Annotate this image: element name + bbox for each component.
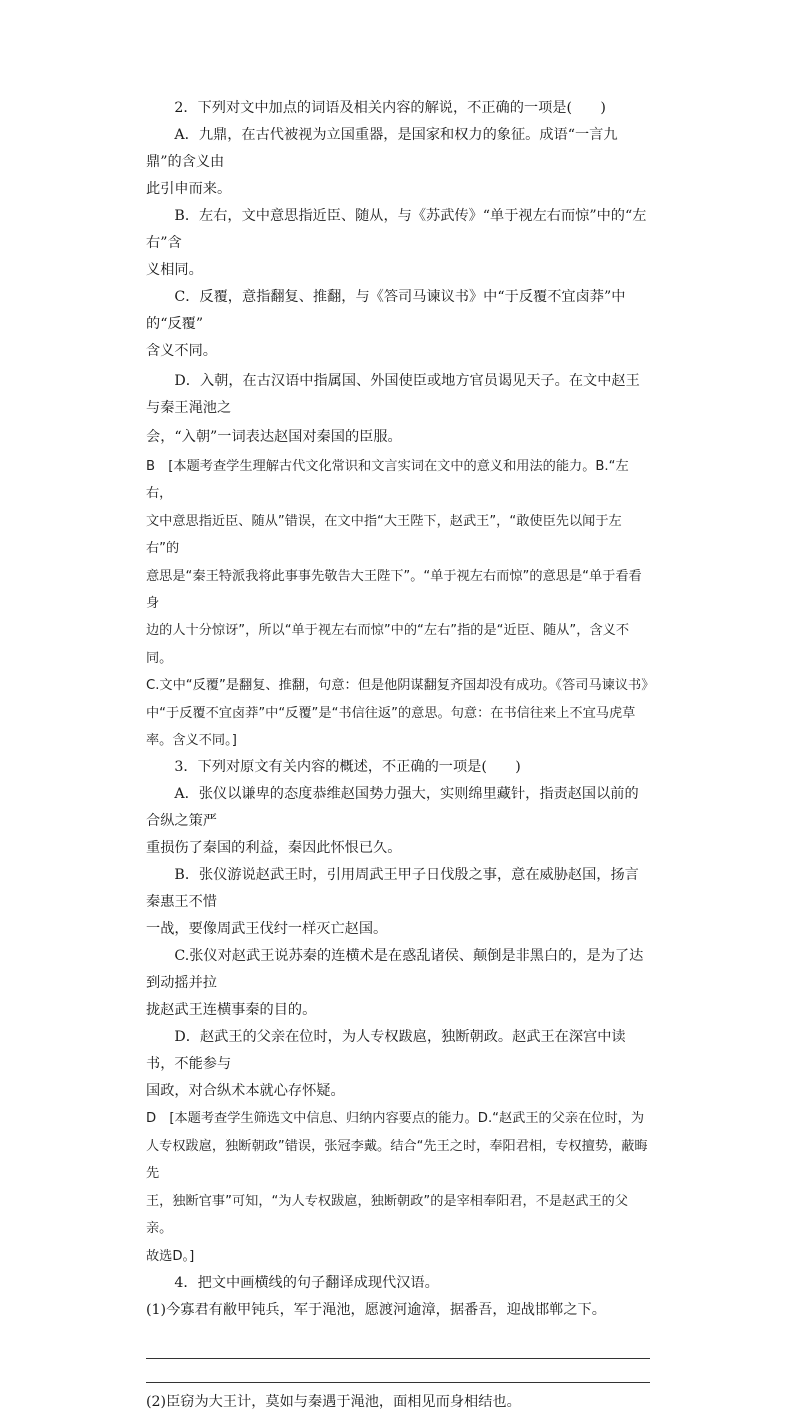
q2-answer-line4: 边的人十分惊讶”，所以“单于视左右而惊”中的“左右”指的是“近臣、随从”，含义不同。 (146, 623, 630, 666)
q3-option-b-line2: 一战，要像周武王伐纣一样灭亡赵国。 (146, 921, 388, 938)
q3-option-d-line2: 国政，对合纵术本就心存怀疑。 (146, 1083, 345, 1100)
q2-answer-line5: C.文中“反覆”是翻复、推翻，句意：但是他阴谋翻复齐国却没有成功。《答司马谏议书》 (146, 678, 655, 694)
question-3-stem: 3．下列对原文有关内容的概述，不正确的一项是( ) (174, 759, 521, 776)
q3-option-a-line1: A．张仪以谦卑的态度恭维赵国势力强大，实则绵里藏针，指责赵国以前的合纵之策严 (146, 786, 639, 830)
q3-option-b-line1: B．张仪游说赵武王时，引用周武王甲子日伐殷之事，意在威胁赵国，扬言秦惠王不惜 (146, 867, 639, 911)
q2-answer-line2: 文中意思指近臣、随从”错误，在文中指“大王陛下，赵武王”，“敢使臣先以闻于左右”的 (146, 513, 622, 557)
q2-option-b-line2: 义相同。 (146, 262, 203, 278)
q2-option-b-line1: B．左右，文中意思指近臣、随从，与《苏武传》“单于视左右而惊”中的“左右”含 (146, 208, 647, 251)
q2-answer-line7: 率。含义不同。] (146, 733, 237, 749)
q2-answer-line1: B [本题考查学生理解古代文化常识和文言实词在文中的意义和用法的能力。B.“左右， (146, 459, 629, 502)
content-area (146, 95, 655, 1416)
q3-option-c-line1: C.张仪对赵武王说苏秦的连横术是在惑乱诸侯、颠倒是非黑白的，是为了达到动摇并拉 (146, 948, 644, 992)
q2-option-c-line1: C．反覆，意指翻复、推翻，与《答司马谏议书》中“于反覆不宜卤莽”中的“反覆” (146, 289, 626, 332)
question-4-stem: 4．把文中画横线的句子翻译成现代汉语。 (174, 1274, 439, 1291)
q2-option-c-line2: 含义不同。 (146, 343, 217, 359)
q2-answer-line3: 意思是“秦王特派我将此事事先敬告大王陛下”。“单于视左右而惊”的意思是“单于看看身 (146, 568, 642, 612)
q3-answer-line3: 王，独断官事”可知，“为人专权跋扈，独断朝政”的是宰相奉阳君，不是赵武王的父亲。 (146, 1193, 629, 1237)
q3-option-a-line2: 重损伤了秦国的利益，秦因此怀恨已久。 (146, 840, 402, 857)
q2-option-a-line2: 此引申而来。 (146, 181, 232, 197)
q2-answer-line6: 中“于反覆不宜卤莽”中“反覆”是“书信往返”的意思。句意：在书信往来上不宜马虎草 (146, 705, 636, 721)
q3-answer-line1: D [本题考查学生筛选文中信息、归纳内容要点的能力。D.“赵武王的父亲在位时，为 (146, 1111, 645, 1127)
q4-sentence-1: (1)今寡君有敝甲钝兵，军于渑池，愿渡河逾漳，据番吾，迎战邯郸之下。 (146, 1301, 606, 1318)
q3-option-d-line1: D．赵武王的父亲在位时，为人专权跋扈，独断朝政。赵武王在深宫中读书，不能参与 (146, 1029, 626, 1073)
q4-sentence-2: (2)臣窃为大王计，莫如与秦遇于渑池，面相见而身相结也。 (146, 1393, 521, 1410)
question-2-stem: 2．下列对文中加点的词语及相关内容的解说，不正确的一项是( ) (174, 100, 606, 116)
q3-option-c-line2: 拢赵武王连横事秦的目的。 (146, 1002, 317, 1019)
q2-option-d-line1: D．入朝，在古汉语中指属国、外国使臣或地方官员谒见天子。在文中赵王与秦王渑池之 (146, 373, 640, 416)
q2-option-d-line2: 会，“入朝”一词表达赵国对秦国的臣服。 (146, 429, 402, 445)
answer-blank-lines (146, 1324, 652, 1383)
answer-line-1[interactable] (146, 1335, 652, 1359)
q3-answer-line4: 故选D。] (146, 1248, 195, 1264)
q3-answer-line2: 人专权跋扈，独断朝政”错误，张冠李戴。结合“先王之时，奉阳君相，专权擅势，蔽晦先 (146, 1138, 648, 1182)
q2-option-a-line1: A．九鼎，在古代被视为立国重器，是国家和权力的象征。成语“一言九鼎”的含义由 (146, 127, 618, 170)
answer-line-2[interactable] (146, 1359, 652, 1383)
